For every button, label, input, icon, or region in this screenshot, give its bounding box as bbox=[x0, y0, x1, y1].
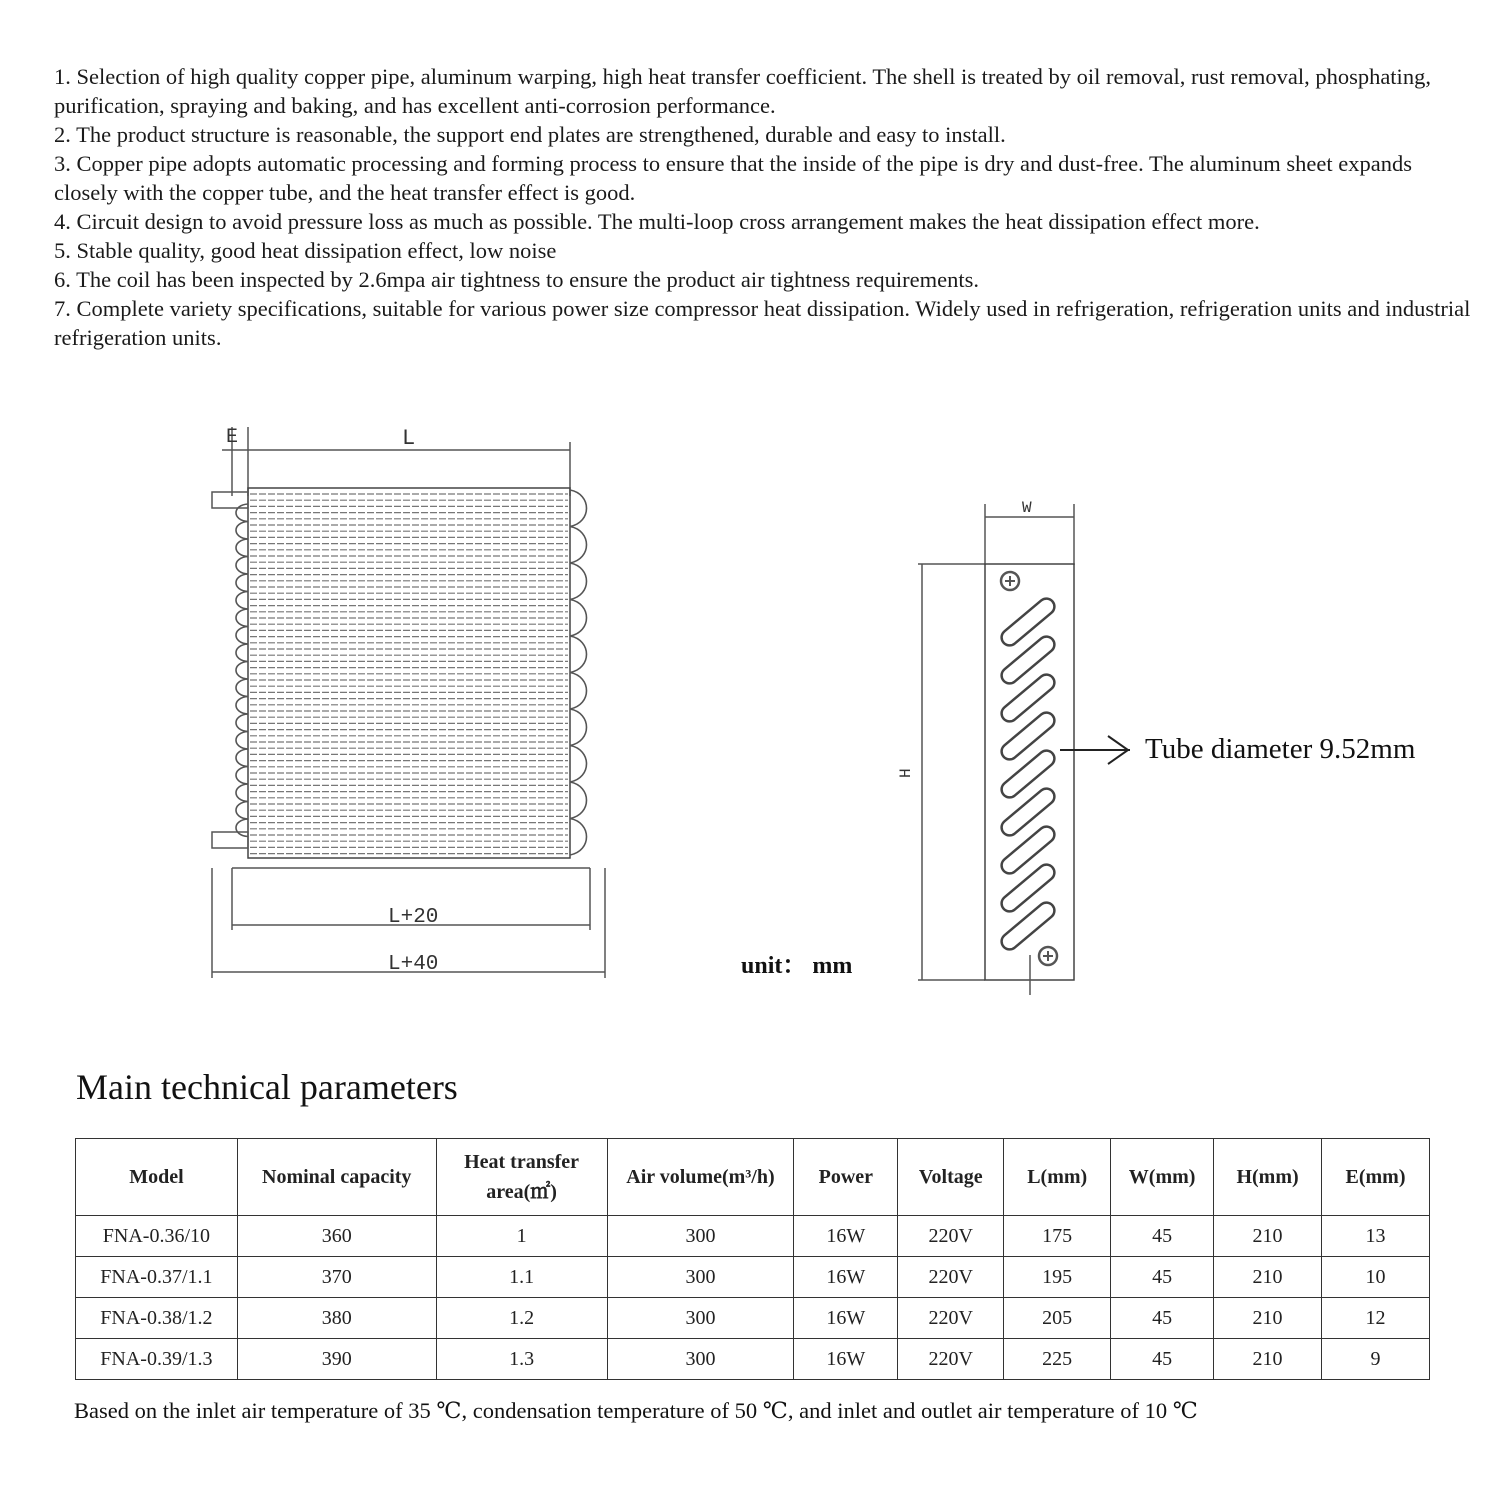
parameters-table bbox=[75, 1138, 1430, 1380]
tube-loop-outline bbox=[998, 595, 1057, 648]
label-e: E bbox=[226, 426, 239, 449]
tube-loop bbox=[998, 595, 1057, 648]
label-w: W bbox=[1022, 499, 1032, 517]
tube-loop bbox=[998, 747, 1057, 800]
table-cell: 300 bbox=[607, 1257, 794, 1298]
tube-bend bbox=[236, 802, 248, 820]
tube-bend bbox=[236, 644, 248, 662]
tube-bend bbox=[570, 819, 587, 856]
tube-loop bbox=[998, 785, 1057, 838]
unit-label: unit： mm bbox=[741, 953, 853, 979]
table-header-row bbox=[76, 1139, 1430, 1216]
table-cell: 300 bbox=[607, 1339, 794, 1380]
table-cell: 1 bbox=[436, 1216, 607, 1257]
column-header: E(mm) bbox=[1322, 1139, 1430, 1216]
column-header: Heat transfer area(㎡) bbox=[436, 1139, 607, 1216]
table-cell: 370 bbox=[237, 1257, 436, 1298]
tube-loop-outline bbox=[998, 823, 1057, 876]
column-header: Model bbox=[76, 1139, 238, 1216]
column-header: H(mm) bbox=[1214, 1139, 1322, 1216]
table-cell: 220V bbox=[898, 1216, 1004, 1257]
tube-bend bbox=[236, 574, 248, 592]
tube-loop-outline bbox=[998, 785, 1057, 838]
tube-bend bbox=[236, 627, 248, 645]
tube-bend bbox=[236, 609, 248, 627]
table-cell: 220V bbox=[898, 1298, 1004, 1339]
end-plate bbox=[985, 564, 1074, 980]
tube-loop bbox=[998, 823, 1057, 876]
table-cell: 16W bbox=[794, 1298, 898, 1339]
table-cell: FNA-0.36/10 bbox=[76, 1216, 238, 1257]
tube-bend bbox=[570, 782, 587, 819]
tube-bend bbox=[236, 539, 248, 557]
tube-bends-right bbox=[570, 490, 587, 855]
table-row bbox=[76, 1298, 1430, 1339]
tube-loop bbox=[998, 861, 1057, 914]
label-l40: L+40 bbox=[388, 953, 439, 976]
drawing-canvas bbox=[0, 400, 1500, 1020]
tube-bend bbox=[236, 697, 248, 715]
tube-loop bbox=[998, 899, 1057, 952]
label-l20: L+20 bbox=[388, 906, 439, 929]
tube-bend bbox=[236, 732, 248, 750]
tube-bend bbox=[570, 636, 587, 673]
column-header: Air volume(m³/h) bbox=[607, 1139, 794, 1216]
table-cell: 210 bbox=[1214, 1216, 1322, 1257]
tube-bend bbox=[236, 767, 248, 785]
tube-loop-outline bbox=[998, 747, 1057, 800]
label-h: H bbox=[897, 768, 915, 778]
tube-loop-outline bbox=[998, 671, 1057, 724]
section-title: Main technical parameters bbox=[76, 1067, 458, 1107]
tube-bend bbox=[570, 709, 587, 746]
fin-lines bbox=[250, 494, 568, 854]
tube-loop-outline bbox=[998, 899, 1057, 952]
table-cell: 300 bbox=[607, 1216, 794, 1257]
tube-bend bbox=[236, 749, 248, 767]
feature-list bbox=[54, 62, 1474, 352]
tube-bend bbox=[236, 504, 248, 522]
side-view-drawing bbox=[918, 504, 1130, 995]
column-header: W(mm) bbox=[1111, 1139, 1214, 1216]
feature-item: 3. Copper pipe adopts automatic processing and forming process to ensure that the inside of the pipe is dry and dust-free. The aluminum sheet expands closely with the copper tube, and the heat transfer effect is good. bbox=[54, 151, 1412, 205]
table-cell: 210 bbox=[1214, 1298, 1322, 1339]
tube-loop-outline bbox=[998, 861, 1057, 914]
tube-bend bbox=[570, 600, 587, 637]
feature-item: 4. Circuit design to avoid pressure loss as much as possible. The multi-loop cross arrangement makes the heat dissipation effect more. bbox=[54, 209, 1260, 234]
tube-bend bbox=[236, 662, 248, 680]
table-cell: 175 bbox=[1004, 1216, 1111, 1257]
column-header: Power bbox=[794, 1139, 898, 1216]
table-cell: FNA-0.39/1.3 bbox=[76, 1339, 238, 1380]
tube-bend bbox=[236, 679, 248, 697]
feature-item: 2. The product structure is reasonable, the support end plates are strengthened, durable and easy to install. bbox=[54, 122, 1006, 147]
feature-item: 1. Selection of high quality copper pipe, aluminum warping, high heat transfer coefficient. The shell is treated by oil removal, rust removal, phosphating, purification, spraying and baking, and has excellent anti-corrosion performance. bbox=[54, 64, 1431, 118]
outlet-pipe bbox=[212, 832, 248, 848]
tube-loop bbox=[998, 671, 1057, 724]
label-l: L bbox=[402, 426, 416, 451]
table-cell: 16W bbox=[794, 1257, 898, 1298]
tube-bend bbox=[236, 819, 248, 837]
table-row bbox=[76, 1257, 1430, 1298]
tube-diameter-label: Tube diameter 9.52mm bbox=[1145, 733, 1416, 765]
table-cell: 12 bbox=[1322, 1298, 1430, 1339]
table-cell: 10 bbox=[1322, 1257, 1430, 1298]
tube-bend bbox=[236, 522, 248, 540]
table-cell: FNA-0.38/1.2 bbox=[76, 1298, 238, 1339]
table-cell: 210 bbox=[1214, 1257, 1322, 1298]
technical-drawings bbox=[0, 400, 1500, 1020]
table-cell: FNA-0.37/1.1 bbox=[76, 1257, 238, 1298]
tube-bend bbox=[570, 563, 587, 600]
tube-loop-outline bbox=[998, 633, 1057, 686]
table-cell: 210 bbox=[1214, 1339, 1322, 1380]
column-header: Voltage bbox=[898, 1139, 1004, 1216]
front-view-drawing bbox=[212, 427, 605, 978]
tube-loop bbox=[998, 709, 1057, 762]
column-header: L(mm) bbox=[1004, 1139, 1111, 1216]
feature-item: 7. Complete variety specifications, suitable for various power size compressor heat dissipation. Widely used in refrigeration, refrigeration units and industrial refrigeration units. bbox=[54, 296, 1471, 350]
table-row bbox=[76, 1339, 1430, 1380]
tube-bend bbox=[236, 784, 248, 802]
tube-bend bbox=[570, 490, 587, 527]
table-cell: 300 bbox=[607, 1298, 794, 1339]
table-cell: 390 bbox=[237, 1339, 436, 1380]
tube-bend bbox=[236, 714, 248, 732]
table-cell: 1.2 bbox=[436, 1298, 607, 1339]
table-cell: 45 bbox=[1111, 1339, 1214, 1380]
table-cell: 45 bbox=[1111, 1298, 1214, 1339]
table-cell: 380 bbox=[237, 1298, 436, 1339]
tube-loop bbox=[998, 633, 1057, 686]
tube-loop-outline bbox=[998, 709, 1057, 762]
tube-loops bbox=[998, 595, 1057, 952]
tube-bend bbox=[236, 592, 248, 610]
table-cell: 205 bbox=[1004, 1298, 1111, 1339]
column-header: Nominal capacity bbox=[237, 1139, 436, 1216]
table-cell: 45 bbox=[1111, 1257, 1214, 1298]
table-cell: 13 bbox=[1322, 1216, 1430, 1257]
table-cell: 195 bbox=[1004, 1257, 1111, 1298]
table-cell: 360 bbox=[237, 1216, 436, 1257]
table-cell: 1.1 bbox=[436, 1257, 607, 1298]
table-cell: 1.3 bbox=[436, 1339, 607, 1380]
table-cell: 220V bbox=[898, 1339, 1004, 1380]
feature-item: 6. The coil has been inspected by 2.6mpa air tightness to ensure the product air tightness requirements. bbox=[54, 267, 979, 292]
feature-item: 5. Stable quality, good heat dissipation effect, low noise bbox=[54, 238, 557, 263]
tube-bend bbox=[570, 746, 587, 783]
tube-bends-left bbox=[236, 504, 248, 837]
table-cell: 9 bbox=[1322, 1339, 1430, 1380]
tube-bend bbox=[570, 527, 587, 564]
table-cell: 225 bbox=[1004, 1339, 1111, 1380]
table-row bbox=[76, 1216, 1430, 1257]
table-cell: 220V bbox=[898, 1257, 1004, 1298]
footnote: Based on the inlet air temperature of 35 ℃, condensation temperature of 50 ℃, and inlet and outlet air temperature of 10 ℃ bbox=[74, 1398, 1198, 1423]
table-cell: 45 bbox=[1111, 1216, 1214, 1257]
tube-bend bbox=[570, 673, 587, 710]
table-cell: 16W bbox=[794, 1216, 898, 1257]
table-cell: 16W bbox=[794, 1339, 898, 1380]
tube-bend bbox=[236, 557, 248, 575]
